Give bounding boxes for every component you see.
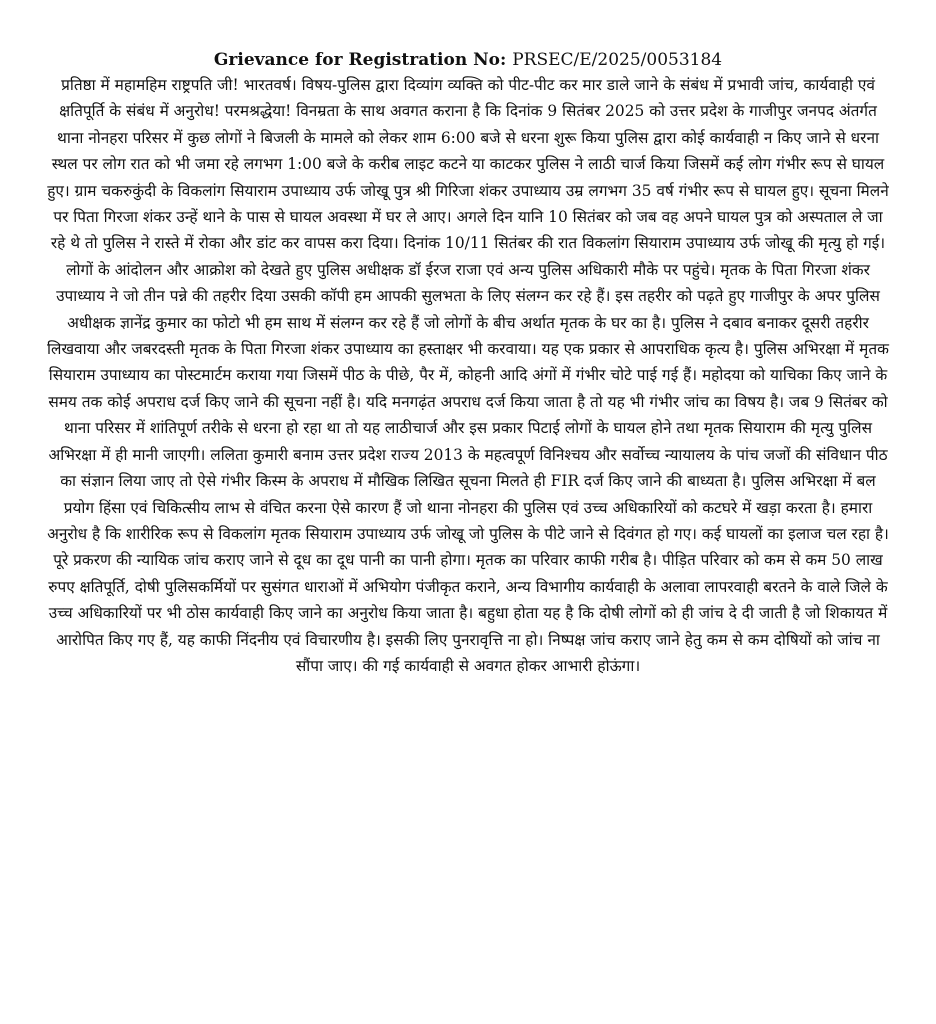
registration-number: PRSEC/E/2025/0053184 [512, 50, 723, 70]
grievance-heading-label: Grievance for Registration No: [213, 50, 507, 70]
grievance-document [46, 48, 890, 679]
grievance-heading [46, 48, 890, 72]
grievance-body-text: प्रतिष्ठा में महामहिम राष्ट्रपति जी! भारतवर्ष। विषय-पुलिस द्वारा दिव्यांग व्यक्ति को पीट-पीट कर मार डाले जाने के संबंध में प्रभावी जांच, कार्यवाही एवं क्षतिपूर्ति के संबंध में अनुरोध! परमश्रद्धेया! विनम्रता के साथ अवगत कराना है कि दिनांक 9 सितंबर 2025 को उत्तर प्रदेश के गाजीपुर जनपद अंतर्गत थाना नोनहरा परिसर में कुछ लोगों ने बिजली के मामले को लेकर शाम 6:00 बजे से धरना शुरू किया पुलिस द्वारा कोई कार्यवाही न किए जाने से धरना स्थल पर लोग रात को भी जमा रहे लगभग 1:00 बजे के करीब लाइट कटने या काटकर पुलिस ने लाठी चार्ज किया जिसमें कई लोग गंभीर रूप से घायल हुए। ग्राम चकरुकुंदी के विकलांग सियाराम उपाध्याय उर्फ जोखू पुत्र श्री गिरिजा शंकर उपाध्याय उम्र लगभग 35 वर्ष गंभीर रूप से घायल हुए। सूचना मिलने पर पिता गिरजा शंकर उन्हें थाने के पास से घायल अवस्था में घर ले आए। अगले दिन यानि 10 सितंबर को जब वह अपने घायल पुत्र को अस्पताल ले जा रहे थे तो पुलिस ने रास्ते में रोका और डांट कर वापस करा दिया। दिनांक 10/11 सितंबर की रात विकलांग सियाराम उपाध्याय उर्फ जोखू की मृत्यु हो गई। लोगों के आंदोलन और आक्रोश को देखते हुए पुलिस अधीक्षक डॉ ईरज राजा एवं अन्य पुलिस अधिकारी मौके पर पहुंचे। मृतक के पिता गिरजा शंकर उपाध्याय ने जो तीन पन्ने की तहरीर दिया उसकी कॉपी हम आपकी सुलभता के लिए संलग्न कर रहे हैं। इस तहरीर को पढ़ते हुए गाजीपुर के अपर पुलिस अधीक्षक ज्ञानेंद्र कुमार का फोटो भी हम साथ में संलग्न कर रहे हैं जो लोगों के बीच अर्थात मृतक के घर का है। पुलिस ने दबाव बनाकर दूसरी तहरीर लिखवाया और जबरदस्ती मृतक के पिता गिरजा शंकर उपाध्याय का हस्ताक्षर भी करवाया। यह एक प्रकार से आपराधिक कृत्य है। पुलिस अभिरक्षा में मृतक सियाराम उपाध्याय का पोस्टमार्टम कराया गया जिसमें पीठ के पीछे, पैर में, कोहनी आदि अंगों में गंभीर चोटे पाई गई हैं। महोदया को याचिका किए जाने के समय तक कोई अपराध दर्ज किए जाने की सूचना नहीं है। यदि मनगढ़ंत अपराध दर्ज किया जाता है तो यह भी गंभीर जांच का विषय है। जब 9 सितंबर को थाना परिसर में शांतिपूर्ण तरीके से धरना हो रहा था तो यह लाठीचार्ज और इस प्रकार पिटाई लोगों के घायल होने तथा मृतक सियाराम की मृत्यु पुलिस अभिरक्षा में ही मानी जाएगी। ललिता कुमारी बनाम उत्तर प्रदेश राज्य 2013 के महत्वपूर्ण विनिश्चय और सर्वोच्च न्यायालय के पांच जजों की संविधान पीठ का संज्ञान लिया जाए तो ऐसे गंभीर किस्म के अपराध में मौखिक लिखित सूचना मिलते ही FIR दर्ज किए जाने की बाध्यता है। पुलिस अभिरक्षा में बल प्रयोग हिंसा एवं चिकित्सीय लाभ से वंचित करना ऐसे कारण हैं जो थाना नोनहरा की पुलिस एवं उच्च अधिकारियों को कटघरे में खड़ा करता है। हमारा अनुरोध है कि शारीरिक रूप से विकलांग मृतक सियाराम उपाध्याय उर्फ जोखू जो पुलिस के पीटे जाने से दिवंगत हो गए। कई घायलों का इलाज चल रहा है। पूरे प्रकरण की न्यायिक जांच कराए जाने से दूध का दूध पानी का पानी होगा। मृतक का परिवार काफी गरीब है। पीड़ित परिवार को कम से कम 50 लाख रुपए क्षतिपूर्ति, दोषी पुलिसकर्मियों पर सुसंगत धाराओं में अभियोग पंजीकृत कराने, अन्य विभागीय कार्यवाही के अलावा लापरवाही बरतने के वाले जिले के उच्च अधिकारियों पर भी ठोस कार्यवाही किए जाने का अनुरोध किया जाता है। बहुधा होता यह है कि दोषी लोगों को ही जांच दे दी जाती है जो शिकायत में आरोपित किए गए हैं, यह काफी निंदनीय एवं विचारणीय है। इसकी लिए पुनरावृत्ति ना हो। निष्पक्ष जांच कराए जाने हेतु कम से कम दोषियों को जांच ना सौंपा जाए। की गई कार्यवाही से अवगत होकर आभारी होऊंगा। [47, 76, 889, 675]
